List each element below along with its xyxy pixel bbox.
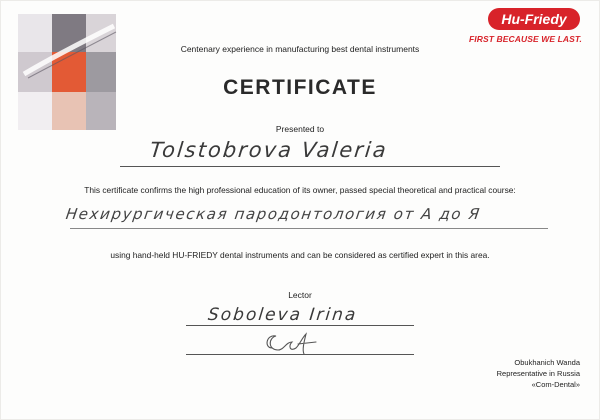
certificate-subtitle: Centenary experience in manufacturing best dental instruments (180, 44, 420, 54)
lector-signature (258, 328, 328, 360)
decorative-collage (18, 14, 118, 132)
certificate-title: CERTIFICATE (223, 76, 377, 99)
course-name: Нехирургическая пародонтология от А до Я (64, 205, 482, 223)
logo-text: Hu-Friedy (501, 11, 567, 27)
dental-instrument-icon (18, 14, 118, 132)
lector-label: Lector (288, 290, 312, 300)
representative-role: Representative in Russia (496, 369, 580, 378)
recipient-underline (120, 166, 500, 167)
lector-underline (186, 325, 414, 326)
representative-name: Obukhanich Wanda (514, 358, 580, 367)
confirmation-text: This certificate confirms the high professional education of its owner, passed special theoretical and practical course: (84, 185, 516, 195)
representative-block (497, 357, 580, 390)
presented-to-label: Presented to (275, 124, 325, 134)
lector-name: Soboleva Irina (206, 305, 359, 325)
representative-company: «Com-Dental» (531, 380, 580, 389)
recipient-name: Tolstobrova Valeria (148, 138, 389, 162)
signature-underline (186, 354, 414, 355)
usage-text: using hand-held HU-FRIEDY dental instruments and can be considered as certified expert in this area. (110, 250, 490, 260)
brand-tagline: FIRST BECAUSE WE LAST. (468, 34, 582, 44)
course-underline (70, 228, 548, 229)
